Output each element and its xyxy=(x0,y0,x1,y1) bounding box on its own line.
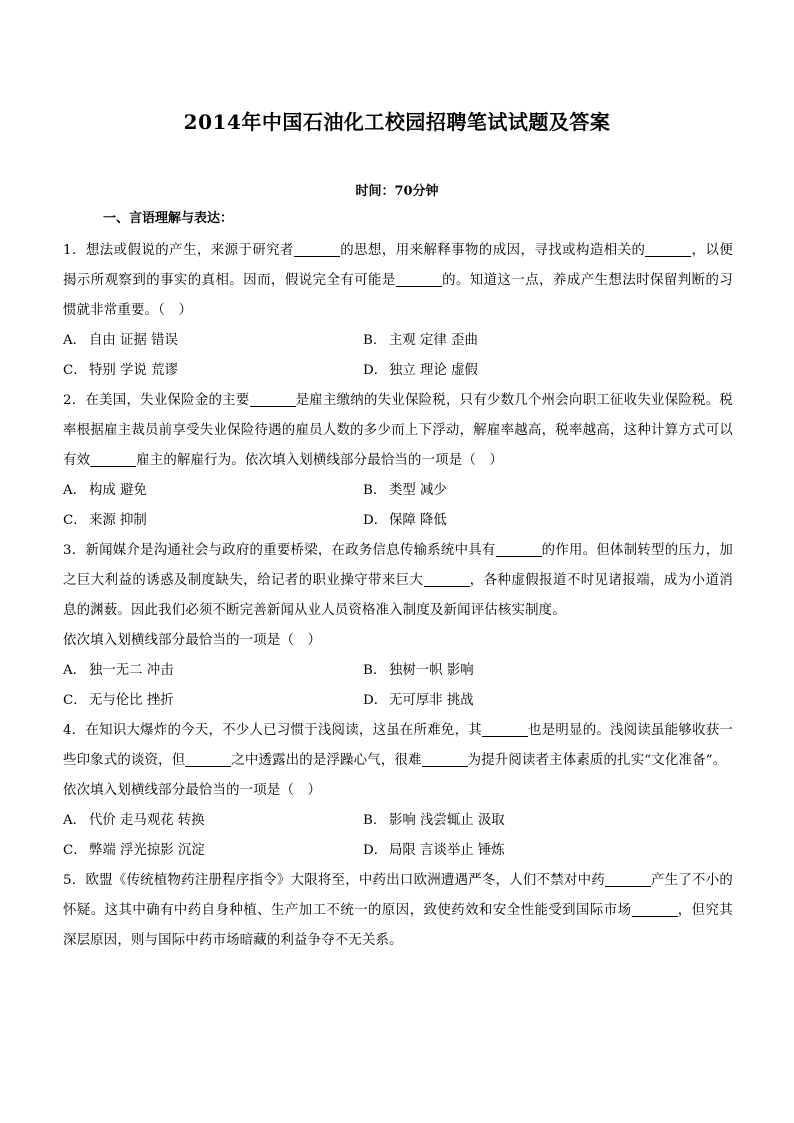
option-a: A． 自由 证据 错误 xyxy=(63,333,178,348)
option-d: D． 局限 言谈举止 锤炼 xyxy=(363,843,505,858)
question-prompt: 依次填入划横线部分最恰当的一项是（ ） xyxy=(63,633,322,648)
option-b: B． 独树一帜 影响 xyxy=(363,663,474,678)
blank-line xyxy=(422,752,468,767)
question-prompt: 依次填入划横线部分最恰当的一项是（ ） xyxy=(63,783,322,798)
blank-line xyxy=(632,902,678,917)
option-d: D． 保障 降低 xyxy=(363,513,447,528)
question-4: 4．在知识大爆炸的今天，不少人已习惯于浅阅读，这虽在所难免，其 也是明显的。浅阅读虽能够收获一些印象式的谈资，但 之中透露出的是浮躁心气，很难 为提升阅读者主体素质的扎实“文化准备”。 xyxy=(63,723,734,768)
option-d: D． 独立 理论 虚假 xyxy=(363,363,478,378)
options-3 xyxy=(63,656,733,716)
blank-line xyxy=(250,392,296,407)
option-c: C． 弊端 浮光掠影 沉淀 xyxy=(63,843,205,858)
question-5: 5．欧盟《传统植物药注册程序指令》大限将至，中药出口欧洲遭遇严冬，人们不禁对中药 产生了不小的怀疑。这其中确有中药自身种植、生产加工不统一的原因，致使药效和安全性能受到国际市场 ，但究其深层原因，则与国际中药市场暗藏的利益争夺不无关系。 xyxy=(63,873,733,948)
option-c: C． 特别 学说 荒谬 xyxy=(63,363,178,378)
option-a: A． 独一无二 冲击 xyxy=(63,663,174,678)
option-a: A． 代价 走马观花 转换 xyxy=(63,813,205,828)
blank-line xyxy=(496,542,542,557)
options-1 xyxy=(63,326,733,386)
page-title: 2014年中国石油化工校园招聘笔试试题及答案 xyxy=(183,110,611,134)
option-b: B． 类型 减少 xyxy=(363,483,447,498)
option-b: B． 影响 浅尝辄止 汲取 xyxy=(363,813,505,828)
option-d: D． 无可厚非 挑战 xyxy=(363,693,474,708)
question-1: 1．想法或假说的产生，来源于研究者 的思想，用来解释事物的成因，寻找或构造相关的 ，以便揭示所观察到的事实的真相。因而，假说完全有可能是 的。知道这一点，养成产生想法时保留判断的习惯就非常重要。（ ） xyxy=(63,243,733,318)
options-4 xyxy=(63,806,733,866)
options-2 xyxy=(63,476,733,536)
blank-line xyxy=(645,242,691,257)
blank-line xyxy=(482,722,528,737)
blank-line xyxy=(294,242,340,257)
question-3: 3．新闻媒介是沟通社会与政府的重要桥梁，在政务信息传输系统中具有 的作用。但体制转型的压力，加之巨大利益的诱惑及制度缺失，给记者的职业操守带来巨大 ，各种虚假报道不时见诸报端，成为小道消息的渊薮。因此我们必须不断完善新闻从业人员资格准入制度及新闻评估核实制度。 xyxy=(63,543,733,618)
option-c: C． 无与伦比 挫折 xyxy=(63,693,174,708)
option-a: A． 构成 避免 xyxy=(63,483,147,498)
blank-line xyxy=(185,752,231,767)
section-heading: 一、言语理解与表达： xyxy=(103,211,234,226)
exam-time: 时间：70分钟 xyxy=(355,184,439,199)
blank-line xyxy=(396,272,442,287)
question-list xyxy=(63,236,733,956)
question-2: 2．在美国，失业保险金的主要 是雇主缴纳的失业保险税，只有少数几个州会向职工征收失业保险税。税率根据雇主裁员前享受失业保险待遇的雇员人数的多少而上下浮动，解雇率越高，税率越高，这种计算方式可以有效 雇主的解雇行为。依次填入划横线部分最恰当的一项是（ ） xyxy=(63,393,733,468)
blank-line xyxy=(90,452,136,467)
option-c: C． 来源 抑制 xyxy=(63,513,147,528)
blank-line xyxy=(605,872,651,887)
option-b: B． 主观 定律 歪曲 xyxy=(363,333,478,348)
blank-line xyxy=(424,572,470,587)
